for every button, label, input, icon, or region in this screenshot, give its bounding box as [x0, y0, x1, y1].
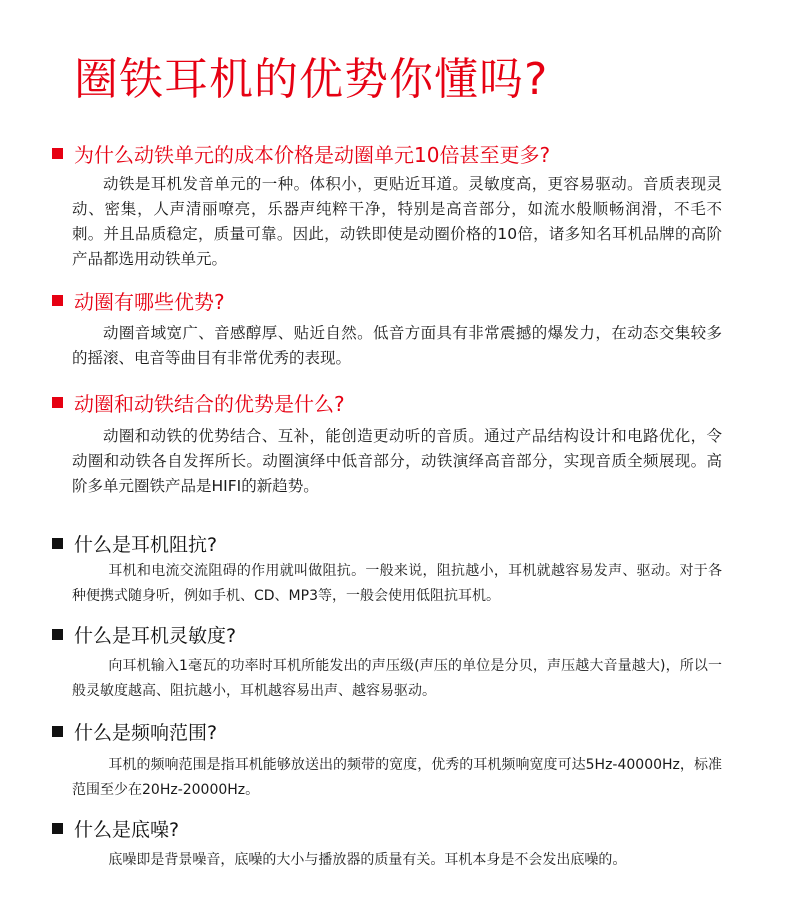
faq-question-text: 什么是底噪? [74, 818, 180, 841]
faq-answer [72, 559, 722, 609]
faq-answer [72, 848, 722, 873]
faq-question [52, 814, 179, 842]
faq-question [52, 139, 550, 167]
faq-answer-text: 动圈音域宽广、音感醇厚、贴近自然。低音方面具有非常震撼的爆发力，在动态交集较多的摇滚、电音等曲目有非常优秀的表现。 [72, 324, 722, 367]
faq-question-text: 什么是耳机阻抗? [74, 533, 218, 556]
faq-question-text: 动圈和动铁结合的优势是什么? [74, 391, 345, 416]
faq-question-text: 为什么动铁单元的成本价格是动圈单元10倍甚至更多? [74, 142, 551, 167]
page-title: 圈铁耳机的优势你懂吗? [74, 54, 549, 105]
faq-answer-text: 动圈和动铁的优势结合、互补，能创造更动听的音质。通过产品结构设计和电路优化，令动圈和动铁各自发挥所长。动圈演绎中低音部分，动铁演绎高音部分，实现音质全频展现。高阶多单元圈铁产品是HIFI的新趋势。 [72, 427, 722, 495]
square-bullet-icon [52, 726, 63, 737]
faq-answer-text: 向耳机输入1毫瓦的功率时耳机所能发出的声压级(声压的单位是分贝，声压越大音量越大)，所以一般灵敏度越高、阻抗越小，耳机越容易出声、越容易驱动。 [72, 658, 722, 699]
faq-answer [72, 172, 722, 272]
square-bullet-icon [52, 823, 63, 834]
faq-question-text: 什么是频响范围? [74, 721, 218, 744]
faq-answer [72, 424, 722, 499]
faq-question [52, 620, 236, 648]
faq-answer-text: 耳机和电流交流阻碍的作用就叫做阻抗。一般来说，阻抗越小，耳机就越容易发声、驱动。对于各种便携式随身听，例如手机、CD、MP3等，一般会使用低阻抗耳机。 [72, 563, 722, 604]
square-bullet-icon [52, 629, 63, 640]
faq-question-text: 什么是耳机灵敏度? [74, 624, 237, 647]
faq-answer [72, 753, 722, 803]
faq-question [52, 529, 217, 557]
square-bullet-icon [52, 295, 63, 306]
faq-answer-text: 动铁是耳机发音单元的一种。体积小，更贴近耳道。灵敏度高，更容易驱动。音质表现灵动、密集，人声清丽嘹亮，乐器声纯粹干净，特别是高音部分，如流水般顺畅润滑，不毛不刺。并且品质稳定，质量可靠。因此，动铁即使是动圈价格的10倍，诸多知名耳机品牌的高阶产品都选用动铁单元。 [72, 175, 722, 268]
square-bullet-icon [52, 397, 63, 408]
faq-question-text: 动圈有哪些优势? [74, 289, 225, 314]
square-bullet-icon [52, 538, 63, 549]
faq-question [52, 717, 217, 745]
faq-answer [72, 321, 722, 371]
faq-answer-text: 底噪即是背景噪音，底噪的大小与播放器的质量有关。耳机本身是不会发出底噪的。 [108, 852, 627, 868]
square-bullet-icon [52, 148, 63, 159]
faq-answer-text: 耳机的频响范围是指耳机能够放送出的频带的宽度，优秀的耳机频响宽度可达5Hz-40000Hz，标准范围至少在20Hz-20000Hz。 [72, 757, 722, 798]
faq-answer [72, 654, 722, 704]
faq-question [52, 286, 225, 314]
faq-question [52, 388, 345, 416]
